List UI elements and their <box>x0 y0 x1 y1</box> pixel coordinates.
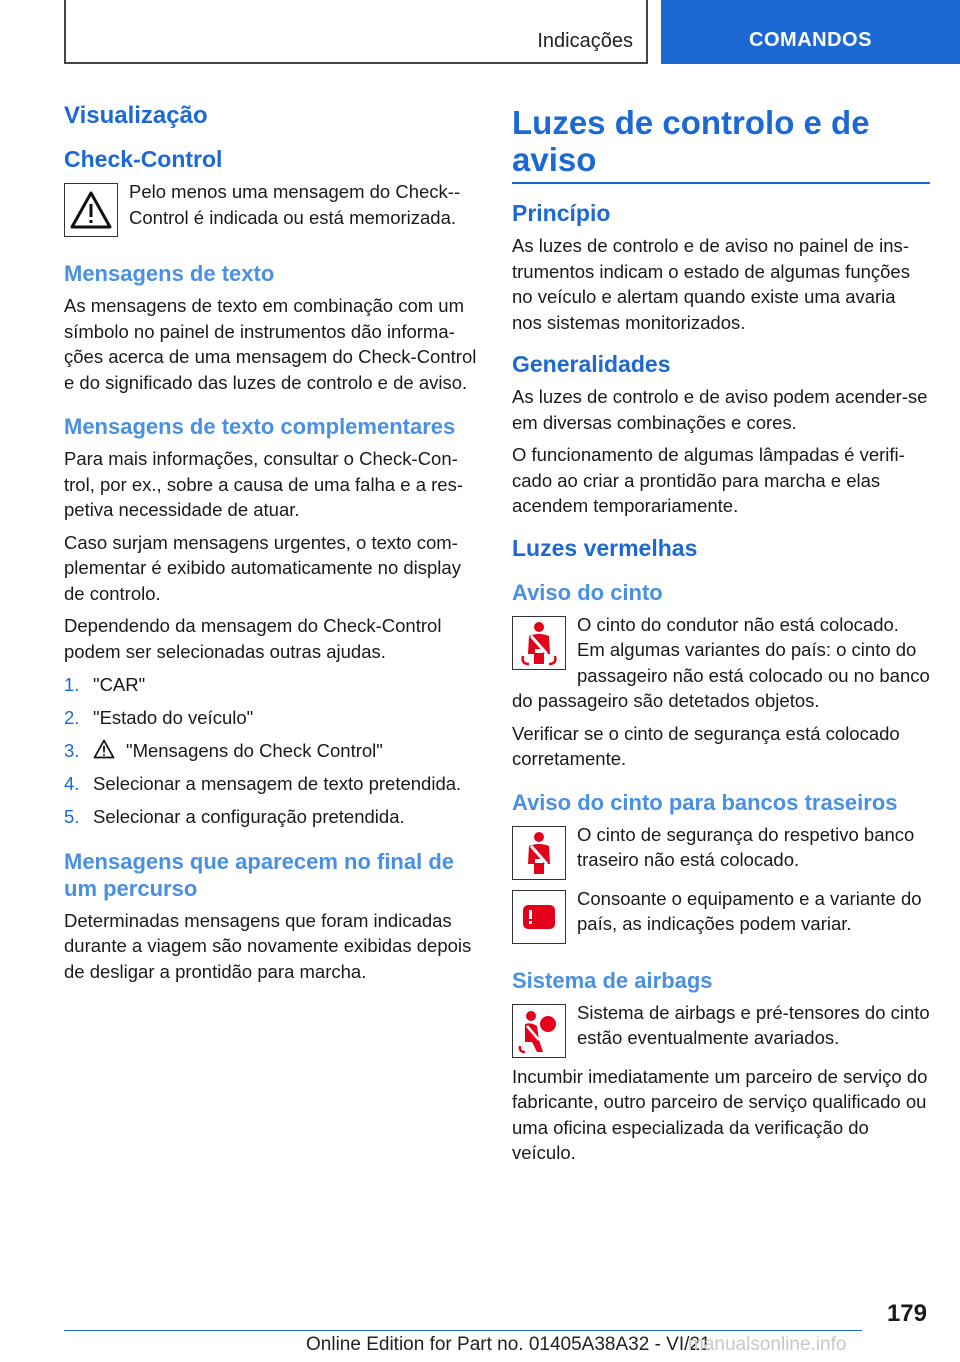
heading-aviso-cinto-traseiros: Aviso do cinto para bancos traseiros <box>512 789 898 815</box>
traseiros-paragraph-1: O cinto de segurança do respetivo banco traseiro não está colocado. <box>577 823 915 870</box>
airbags-block <box>512 1000 930 1064</box>
airbags-paragraph-2: Incumbir imediatamente um parceiro de serviço do fabricante, outro parceiro de serviço qualificado ou uma oficina especializada da verificação do veículo. <box>512 1065 928 1163</box>
heading-check-control: Check-Control <box>64 146 223 172</box>
watermark: manualsonline.info <box>688 1334 847 1355</box>
generalidades-paragraph-2: O funcionamento de algumas lâmpadas é verificado ao criar a prontidão para marcha e elas acendem temporariamente. <box>512 444 905 516</box>
airbags-paragraph-1: Sistema de airbags e pré-tensores do cinto estão eventualmente avariados. <box>577 1001 930 1048</box>
aviso-cinto-paragraph-2: Verificar se o cinto de segurança está colocado corretamente. <box>512 722 900 769</box>
complementares-paragraph-1: Para mais informações, consultar o Check-Control, por ex., sobre a causa de uma falha e a respetiva necessidade de atuar. <box>64 448 463 520</box>
complementares-paragraph-3: Dependendo da mensagem do Check-Control podem ser selecionadas outras ajudas. <box>64 615 442 662</box>
steps-list <box>64 672 482 830</box>
header-chapter-tab: COMANDOS <box>661 0 960 64</box>
principio-paragraph: As luzes de controlo e de aviso no painel de instrumentos indicam o estado de algumas funções no veículo e alertam quando existe uma avaria nos sistemas monitorizados. <box>512 235 910 333</box>
header-section-title: Indicações <box>537 30 633 52</box>
list-item: 2. "Estado do veículo" <box>64 707 254 728</box>
heading-aviso-cinto: Aviso do cinto <box>512 579 663 605</box>
traseiros-block-2 <box>512 886 930 950</box>
aviso-cinto-paragraph-1: O cinto do condutor não está colocado. Em algumas variantes do país: o cinto do passageiro não está colocado ou no banco do passageiro são detetados objetos. <box>512 613 930 711</box>
heading-generalidades: Generalidades <box>512 351 671 377</box>
complementares-paragraph-2: Caso surjam mensagens urgentes, o texto complementar é exibido automaticamente no display de controlo. <box>64 531 461 604</box>
heading-final-percurso: Mensagens que aparecem no final de um percurso <box>64 848 455 901</box>
generalidades-paragraph-1: As luzes de controlo e de aviso podem acender-se em diversas combinações e cores. <box>512 386 928 433</box>
list-item: 5. Selecionar a configuração pretendida. <box>64 806 405 827</box>
right-column <box>512 90 930 1173</box>
heading-mensagens-texto: Mensagens de texto <box>64 261 275 286</box>
check-control-block <box>64 179 482 243</box>
list-item: 4. Selecionar a mensagem de texto pretendida. <box>64 773 462 794</box>
traseiros-paragraph-2: Consoante o equipamento e a variante do país, as indicações podem variar. <box>577 887 922 934</box>
seatbelt-icon <box>512 616 566 670</box>
edition-text: Online Edition for Part no. 01405A38A32 - VI/21 <box>306 1334 711 1355</box>
warning-triangle-icon <box>64 183 118 237</box>
list-item: 3. "Mensagens do Check Control" <box>64 738 482 764</box>
airbag-icon <box>512 1004 566 1058</box>
mensagens-texto-paragraph: As mensagens de texto em combinação com um símbolo no painel de instrumentos dão informações acerca de uma mensagem do Check-Control e do significado das luzes de controlo e de aviso. <box>64 295 477 393</box>
page-number: 179 <box>886 1300 927 1327</box>
list-item: 1. "CAR" <box>64 674 146 695</box>
heading-visualizacao: Visualização <box>64 102 208 129</box>
heading-luzes-vermelhas: Luzes vermelhas <box>512 534 698 561</box>
heading-mensagens-complementares: Mensagens de texto complementares <box>64 414 456 439</box>
heading-principio: Princípio <box>512 200 611 226</box>
heading-luzes-controlo: Luzes de controlo e de aviso <box>512 104 930 184</box>
footer-divider <box>64 1330 862 1331</box>
left-column <box>64 90 482 991</box>
rear-seat-status-icon <box>512 890 566 944</box>
check-control-text: Pelo menos uma mensagem do Check-Control é indicada ou está memorizada. <box>129 181 461 228</box>
traseiros-block-1 <box>512 822 930 886</box>
aviso-cinto-block <box>512 612 930 721</box>
rear-seatbelt-icon <box>512 826 566 880</box>
final-percurso-paragraph: Determinadas mensagens que foram indicadas durante a viagem são novamente exibidas depois de desligar a prontidão para marcha. <box>64 909 472 982</box>
small-warning-icon <box>93 738 119 764</box>
heading-sistema-airbags: Sistema de airbags <box>512 967 713 993</box>
